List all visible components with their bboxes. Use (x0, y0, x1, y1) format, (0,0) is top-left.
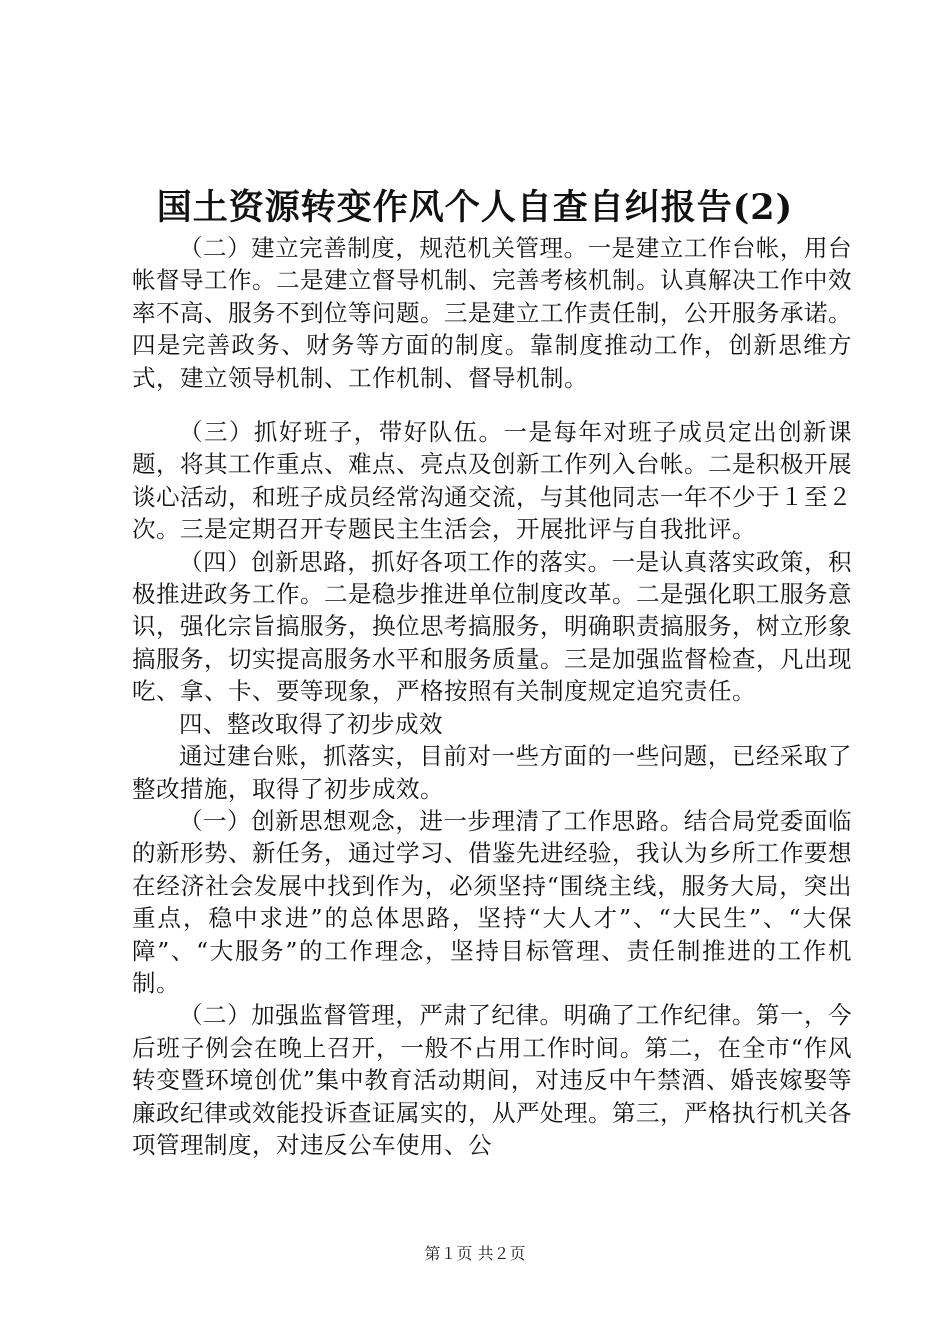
paragraph-4: 通过建台账，抓落实，目前对一些方面的一些问题，已经采取了整改措施，取得了初步成效。 (132, 742, 852, 803)
paragraph-5: （一）创新思想观念，进一步理清了工作思路。结合局党委面临的新形势、新任务，通过学习、借鉴先进经验，我认为乡所工作要想在经济社会发展中找到作为，必须坚持“围绕主线，服务大局，突出重点，稳中求进”的总体思路，坚持“大人才”、“大民生”、“大保障”、“大服务”的工作理念，坚持目标管理、责任制推进的工作机制。 (132, 806, 852, 997)
paragraph-1: （二）建立完善制度，规范机关管理。一是建立工作台帐，用台帐督导工作。二是建立督导机制、完善考核机制。认真解决工作中效率不高、服务不到位等问题。三是建立工作责任制，公开服务承诺。四是完善政务、财务等方面的制度。靠制度推动工作，创新思维方式，建立领导机制、工作机制、督导机制。 (132, 234, 852, 392)
document-title: 国土资源转变作风个人自查自纠报告(2) (156, 187, 794, 228)
section-heading: 四、整改取得了初步成效 (179, 709, 443, 738)
paragraph-3: （四）创新思路，抓好各项工作的落实。一是认真落实政策，积极推进政务工作。二是稳步推进单位制度改革。二是强化职工服务意识，强化宗旨搞服务，换位思考搞服务，明确职责搞服务，树立形象搞服务，切实提高服务水平和服务质量。三是加强监督检查，凡出现吃、拿、卡、要等现象，严格按照有关制度规定追究责任。 (132, 547, 852, 706)
paragraph-6: （二）加强监督管理，严肃了纪律。明确了工作纪律。第一，今后班子例会在晚上召开，一般不占用工作时间。第二，在全市“作风转变暨环境创优”集中教育活动期间，对违反中午禁酒、婚丧嫁娶等廉政纪律或效能投诉查证属实的，从严处理。第三，严格执行机关各项管理制度，对违反公车使用、公 (132, 1001, 852, 1159)
paragraph-2: （三）抓好班子，带好队伍。一是每年对班子成员定出创新课题，将其工作重点、难点、亮点及创新工作列入台帐。二是积极开展谈心活动，和班子成员经常沟通交流，与其他同志一年不少于１至２次。三是定期召开专题民主生活会，开展批评与自我批评。 (132, 418, 852, 544)
document-body (132, 232, 852, 1161)
page-footer: 第１页 共２页 (424, 1244, 526, 1263)
